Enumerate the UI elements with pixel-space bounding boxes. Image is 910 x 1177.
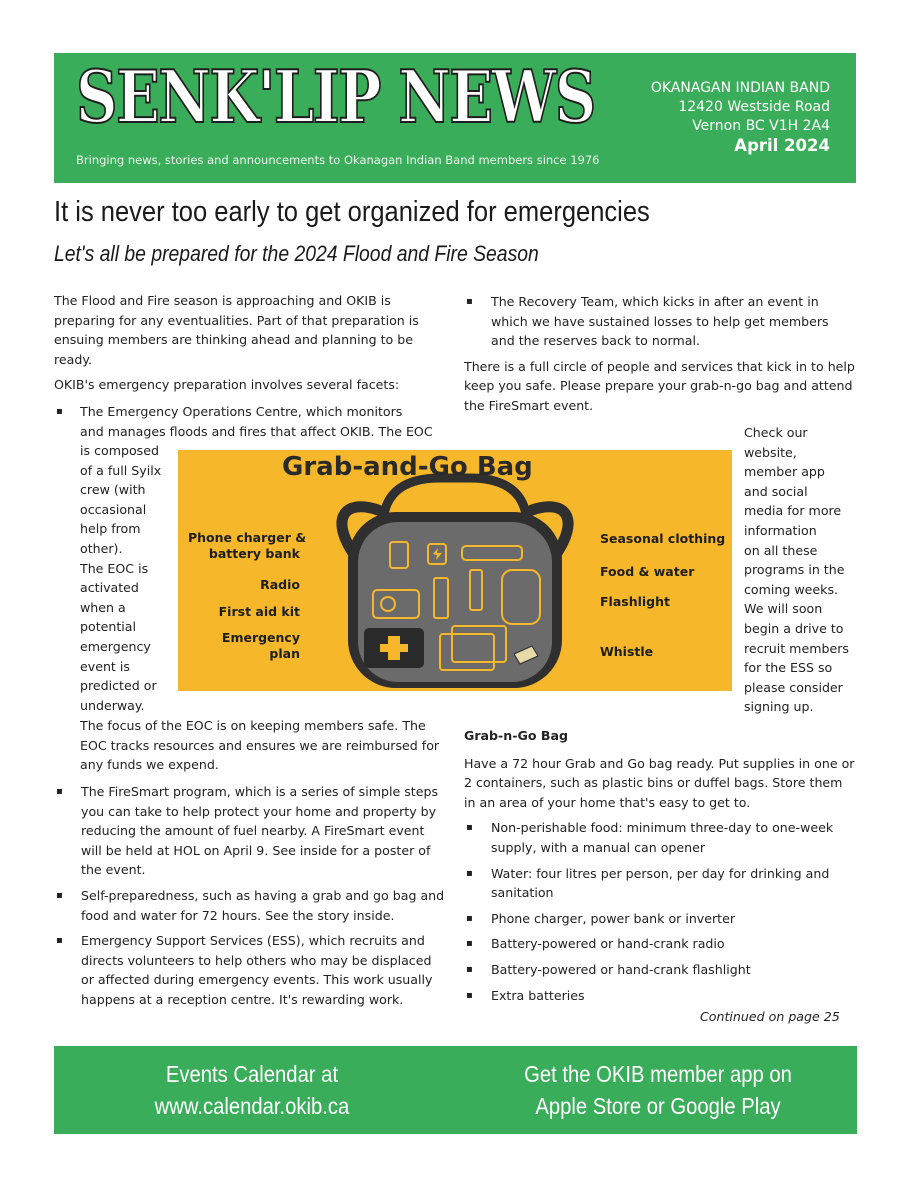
eoc-wrap-line: crew (with (80, 482, 146, 498)
check-line: We will soon (744, 601, 823, 617)
eoc-wrap-line: underway. (80, 697, 145, 713)
eoc-wrap-line: occasional (80, 501, 147, 517)
grab-n-go-heading: Grab-n-Go Bag (464, 728, 568, 743)
list-item: ▪ Extra batteries (464, 986, 856, 1006)
list-item: ▪ Phone charger, power bank or inverter (464, 909, 856, 929)
label-whistle: Whistle (600, 644, 654, 659)
org-name: OKANAGAN INDIAN BAND (650, 80, 830, 96)
eoc-wrap-line: help from (80, 521, 141, 537)
intro-paragraph: The Flood and Fire season is approaching and OKIB is preparing for any eventualities. Part of that preparation is ensuing members are thinking ahead and planning to be ready. (54, 293, 419, 367)
label-seasonal-clothing: Seasonal clothing (600, 531, 726, 546)
eoc-wrap-line: event is (80, 658, 130, 674)
check-website-text (744, 423, 856, 717)
check-line: member app (744, 464, 825, 480)
left-column-top (54, 291, 446, 401)
article-headline: It is never too early to get organized for emergencies (54, 196, 650, 228)
eoc-wrap-line: emergency (80, 638, 151, 654)
eoc-wrap-line: of a full Syilx (80, 462, 162, 478)
check-line: information (744, 522, 817, 538)
list-item: ▪ Battery-powered or hand-crank flashlight (464, 960, 856, 980)
check-line: recruit members (744, 640, 849, 656)
label-first-aid-kit: First aid kit (218, 604, 300, 619)
check-line: signing up. (744, 699, 814, 715)
newsletter-tagline: Bringing news, stories and announcements to Okanagan Indian Band members since 1976 (76, 153, 600, 167)
eoc-tail: The focus of the EOC is on keeping members safe. The EOC tracks resources and ensures we are reimbursed for any funds we expend. (80, 718, 440, 773)
grab-and-go-infographic (178, 450, 732, 691)
check-line: Check our (744, 425, 808, 440)
check-line: website, (744, 444, 797, 460)
eoc-wrap-line: other). (80, 540, 123, 556)
eoc-bullet-lead: ▪ The Emergency Operations Centre, which monitors and manages floods and fires that affect OKIB. The EOC (54, 402, 454, 441)
right-column-top (464, 292, 856, 422)
label-flashlight: Flashlight (600, 594, 670, 609)
city-address: Vernon BC V1H 2A4 (692, 118, 830, 134)
check-line: and social (744, 483, 808, 499)
street-address: 12420 Westside Road (678, 99, 830, 115)
eoc-lead-line-2: and manages floods and fires that affect OKIB. The EOC (80, 423, 433, 439)
list-item: ▪ The FireSmart program, which is a series of simple steps you can take to help protect your home and property by reducing the amount of fuel nearby. A FireSmart event will be held at HOL on April 9. See inside for a poster of the event. (54, 782, 448, 880)
eoc-wrap-line: when a (80, 599, 126, 615)
member-app-promo (478, 1058, 838, 1122)
eoc-wrap-line: activated (80, 580, 139, 596)
eoc-wrap-line: predicted or (80, 678, 157, 694)
recovery-bullet: ▪ The Recovery Team, which kicks in after an event in which we have sustained losses to help get members and the reserves back to normal. (464, 292, 856, 351)
label-emergency-plan: Emergency plan (221, 630, 300, 661)
check-line: on all these (744, 542, 818, 558)
check-line: coming weeks. (744, 581, 839, 597)
label-food-water: Food & water (600, 564, 695, 579)
check-line: please consider (744, 679, 843, 695)
masthead-banner (54, 53, 856, 183)
eoc-wrap-line: is composed (80, 443, 159, 458)
check-line: programs in the (744, 562, 845, 578)
check-line: media for more (744, 503, 842, 519)
infographic-title: Grab-and-Go Bag (282, 452, 533, 482)
facets-intro: OKIB's emergency preparation involves several facets: (54, 377, 400, 393)
list-item: ▪ Water: four litres per person, per day for drinking and sanitation (464, 864, 856, 903)
label-radio: Radio (260, 577, 300, 592)
eoc-wrap-line: The EOC is (80, 560, 149, 576)
eoc-wrap-line: potential (80, 619, 137, 635)
events-calendar-link[interactable]: www.calendar.okib.ca (154, 1093, 350, 1119)
newsletter-title: SENK'LIP NEWS (76, 54, 595, 139)
grab-n-go-intro: Have a 72 hour Grab and Go bag ready. Put supplies in one or 2 containers, such as plastic bins or duffel bags. Store them in an area of your home that's easy to get to. (464, 755, 855, 810)
events-calendar-label: Events Calendar at (165, 1061, 339, 1087)
list-item: ▪ Battery-powered or hand-crank radio (464, 934, 856, 954)
full-circle-paragraph: There is a full circle of people and services that kick in to help keep you safe. Please prepare your grab-n-go bag and attend the FireSmart event. (464, 358, 855, 413)
eoc-lead-line-1: The Emergency Operations Centre, which monitors (80, 404, 403, 419)
publisher-address (651, 79, 830, 155)
article-subhead: Let's all be prepared for the 2024 Flood and Fire Season (54, 241, 539, 266)
check-line: for the ESS so (744, 660, 833, 676)
eoc-wrap-text (80, 441, 176, 715)
grab-n-go-section (464, 726, 856, 1011)
member-app-label: Get the OKIB member app on (524, 1061, 792, 1087)
check-line: begin a drive to (744, 620, 844, 636)
events-calendar-promo (72, 1058, 432, 1122)
left-bullets (54, 782, 448, 1016)
label-phone-charger: Phone charger & battery bank (188, 530, 307, 561)
issue-date: April 2024 (734, 136, 830, 155)
list-item: ▪ Emergency Support Services (ESS), which recruits and directs volunteers to help others who may be displaced or affected during emergency events. This work usually happens at a reception centre. It's rewarding work. (54, 931, 448, 1009)
list-item: ▪ Self-preparedness, such as having a grab and go bag and food and water for 72 hours. See the story inside. (54, 886, 448, 925)
continued-note: Continued on page 25 (700, 1009, 840, 1024)
app-store-text: Apple Store or Google Play (535, 1093, 781, 1119)
list-item: ▪ Non-perishable food: minimum three-day to one-week supply, with a manual can opener (464, 818, 856, 857)
footer-banner (54, 1046, 857, 1134)
